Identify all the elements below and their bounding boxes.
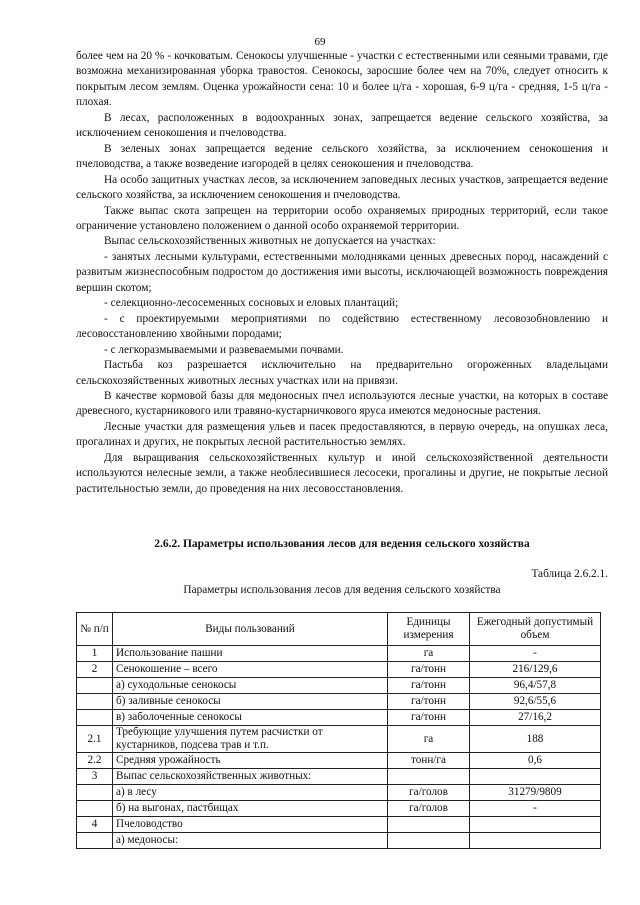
row-unit: га bbox=[388, 726, 470, 753]
row-volume: - bbox=[470, 801, 601, 817]
row-number bbox=[77, 694, 113, 710]
paragraph: - с проектируемыми мероприятиями по содействию естественному лесовозобновлению и лесовосстановлению хвойными породами; bbox=[76, 312, 608, 341]
row-volume: 27/16,2 bbox=[470, 710, 601, 726]
table-row bbox=[77, 817, 601, 833]
row-kind: Использование пашни bbox=[113, 646, 388, 662]
row-number: 2.2 bbox=[77, 753, 113, 769]
row-kind: в) заболоченные сенокосы bbox=[113, 710, 388, 726]
row-volume bbox=[470, 833, 601, 849]
header-unit: Единицы измерения bbox=[388, 613, 470, 646]
row-volume: 96,4/57,8 bbox=[470, 678, 601, 694]
paragraph: Выпас сельскохозяйственных животных не допускается на участках: bbox=[104, 235, 436, 248]
paragraph: Для выращивания сельскохозяйственных культур и иной сельскохозяйственной деятельности используются нелесные земли, а также необлесившиеся лесосеки, прогалины и другие, не покрытые лесной растительностью земли, до проведения на них лесовосстановления. bbox=[76, 451, 608, 495]
row-unit: га/тонн bbox=[388, 694, 470, 710]
row-unit bbox=[388, 833, 470, 849]
table-row bbox=[77, 710, 601, 726]
body-text bbox=[76, 49, 608, 497]
paragraph: В лесах, расположенных в водоохранных зонах, запрещается ведение сельского хозяйства, за исключением сенокошения и пчеловодства. bbox=[76, 111, 608, 140]
row-number bbox=[77, 710, 113, 726]
row-number: 2 bbox=[77, 662, 113, 678]
row-kind: Средняя урожайность bbox=[113, 753, 388, 769]
row-kind: а) медоносы: bbox=[113, 833, 388, 849]
row-unit: га bbox=[388, 646, 470, 662]
table-header-row bbox=[77, 613, 601, 646]
row-unit: га/голов bbox=[388, 785, 470, 801]
header-num: № п/п bbox=[77, 613, 113, 646]
row-number bbox=[77, 833, 113, 849]
paragraph: В зеленых зонах запрещается ведение сельского хозяйства, за исключением сенокошения и пчеловодства, а также возведение изгородей в целях сенокошения и пчеловодства. bbox=[76, 142, 608, 171]
paragraph: Лесные участки для размещения ульев и пасек предоставляются, в первую очередь, на опушках леса, прогалинах и других, не покрытых лесной растительностью землях. bbox=[76, 420, 608, 449]
row-unit: га/тонн bbox=[388, 710, 470, 726]
paragraph: - с легкоразмываемыми и развеваемыми почвами. bbox=[104, 343, 344, 356]
paragraph: Также выпас скота запрещен на территории особо охраняемых природных территорий, если такое ограничение установлено положением о данной особо охраняемой территории. bbox=[76, 204, 608, 232]
table-row bbox=[77, 662, 601, 678]
row-number: 1 bbox=[77, 646, 113, 662]
row-kind: Пчеловодство bbox=[113, 817, 388, 833]
table-row bbox=[77, 678, 601, 694]
paragraph: На особо защитных участках лесов, за исключением заповедных лесных участков, запрещается ведение сельского хозяйства, за исключением сенокошения и пчеловодства. bbox=[76, 173, 608, 202]
row-volume: 31279/9809 bbox=[470, 785, 601, 801]
row-number bbox=[77, 678, 113, 694]
paragraph: - занятых лесными культурами, естественными молодняками ценных древесных пород, насаждений с развитым жизнеспособным подростом до достижения ими высоты, исключающей возможность повреждения вершин скотом; bbox=[76, 250, 608, 294]
row-kind: а) суходольные сенокосы bbox=[113, 678, 388, 694]
row-number: 3 bbox=[77, 769, 113, 785]
row-number bbox=[77, 785, 113, 801]
row-unit bbox=[388, 769, 470, 785]
row-kind: Требующие улучшения путем расчистки от кустарников, подсева трав и т.п. bbox=[113, 726, 388, 753]
paragraph: - селекционно-лесосеменных сосновых и еловых плантаций; bbox=[104, 297, 399, 310]
row-volume: 0,6 bbox=[470, 753, 601, 769]
row-kind: Сенокошение – всего bbox=[113, 662, 388, 678]
row-volume: - bbox=[470, 646, 601, 662]
section-heading: 2.6.2. Параметры использования лесов для ведения сельского хозяйства bbox=[154, 538, 530, 550]
header-kind: Виды пользований bbox=[113, 613, 388, 646]
row-number: 4 bbox=[77, 817, 113, 833]
paragraph: более чем на 20 % - кочковатым. Сенокосы улучшенные - участки с естественными или сеяными травами, где возможна механизированная уборка травостоя. Сенокосы, заросшие более чем на 70%, следует относить к покрытым лесом землям. Оценка урожайности сена: 10 и более ц/га - хорошая, 6-9 ц/га - средняя, 1-5 ц/га - плохая. bbox=[76, 50, 608, 109]
table-row bbox=[77, 769, 601, 785]
row-kind: Выпас сельскохозяйственных животных: bbox=[113, 769, 388, 785]
row-unit: га/голов bbox=[388, 801, 470, 817]
row-number: 2.1 bbox=[77, 726, 113, 753]
row-unit: га/тонн bbox=[388, 678, 470, 694]
page-number: 69 bbox=[314, 36, 326, 48]
table-row bbox=[77, 801, 601, 817]
row-volume: 216/129,6 bbox=[470, 662, 601, 678]
header-volume: Ежегодный допустимый объем bbox=[470, 613, 601, 646]
row-kind: б) заливные сенокосы bbox=[113, 694, 388, 710]
row-unit: тонн/га bbox=[388, 753, 470, 769]
row-number bbox=[77, 801, 113, 817]
row-unit: га/тонн bbox=[388, 662, 470, 678]
paragraph: В качестве кормовой базы для медоносных пчел используются лесные участки, на которых в составе древесного, кустарникового или травяно-кустарничкового яруса имеются медоносные растения. bbox=[76, 389, 608, 418]
table-row bbox=[77, 833, 601, 849]
table-row bbox=[77, 753, 601, 769]
parameters-table bbox=[76, 612, 601, 849]
row-volume: 92,6/55,6 bbox=[470, 694, 601, 710]
row-volume: 188 bbox=[470, 726, 601, 753]
table-label: Таблица 2.6.2.1. bbox=[531, 568, 608, 580]
table-row bbox=[77, 646, 601, 662]
table-row bbox=[77, 726, 601, 753]
row-volume bbox=[470, 817, 601, 833]
row-unit bbox=[388, 817, 470, 833]
paragraph: Пастьба коз разрешается исключительно на предварительно огороженных владельцами сельскохозяйственных животных лесных участках или на привязи. bbox=[76, 359, 608, 387]
row-kind: б) на выгонах, пастбищах bbox=[113, 801, 388, 817]
row-volume bbox=[470, 769, 601, 785]
table-row bbox=[77, 785, 601, 801]
table-row bbox=[77, 694, 601, 710]
row-kind: а) в лесу bbox=[113, 785, 388, 801]
table-caption: Параметры использования лесов для ведения сельского хозяйства bbox=[183, 584, 501, 596]
